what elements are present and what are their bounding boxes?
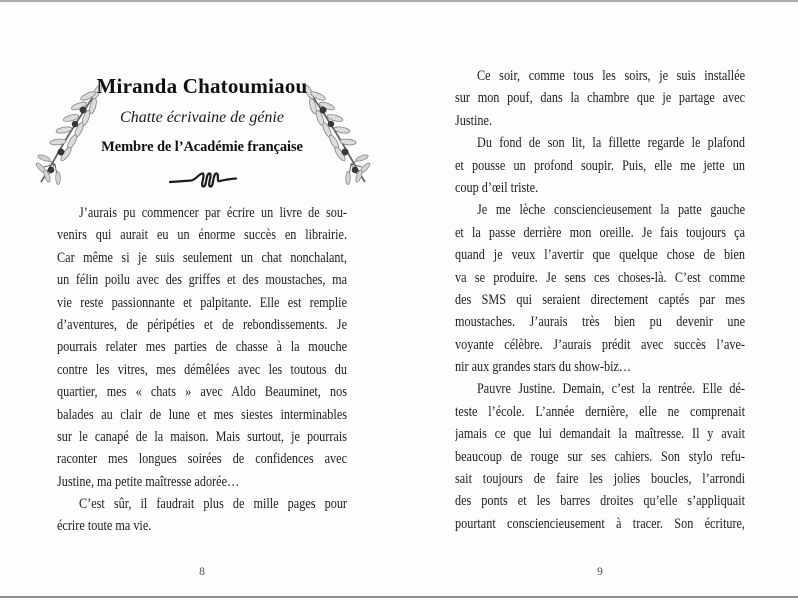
text-line: Justine, ma petite maîtresse adorée…	[57, 473, 240, 490]
text-line: sait toujours de faire les jolies boucles, l’arrondi	[455, 471, 745, 488]
text-line: jamais ce que lui demandait la maîtresse. Il y avait	[455, 426, 745, 443]
text-line: Du fond de son lit, la fillette regarde le plafond	[476, 135, 745, 152]
page-number-right: 9	[597, 566, 603, 578]
author-role: Chatte écrivaine de génie	[120, 109, 284, 126]
text-line: venirs qui aurait eu un énorme succès en librairie.	[57, 227, 347, 244]
text-line: nir aux grandes stars du show-biz…	[455, 359, 632, 376]
page-bottom-edge	[0, 596, 798, 598]
text-line: quand je veux l’avertir que quelque chose de bien	[455, 247, 745, 264]
text-line: contre les vitres, mes démêlées avec les toutous du	[57, 361, 347, 378]
text-line: des ponts et les barres droites qu’elle s’appliquait	[455, 493, 745, 510]
text-line: J’aurais pu commencer par écrire un livre de sou-	[78, 205, 347, 221]
right-page-text-block	[455, 65, 745, 535]
rope-squiggle-divider-icon	[168, 169, 238, 191]
text-line: écrire toute ma vie.	[57, 518, 152, 535]
text-line: voyante célèbre. J’aurais prédit avec succès l’ave-	[455, 336, 745, 353]
text-line: d’aventures, de péripéties et de rebondissements. Je	[57, 316, 347, 333]
author-name: Miranda Chatoumiaou	[96, 74, 308, 98]
text-line: des SMS qui seraient directement captés par mes	[455, 291, 745, 308]
text-line: moustaches. J’aurais très bien pu devenir une	[455, 314, 745, 331]
text-line: beaucoup de rouge sur ses cahiers. Son stylo refu-	[455, 448, 745, 465]
text-line: sur le canapé de la maison. Mais surtout, je pourrais	[57, 428, 347, 445]
text-line: va se produire. Je sens ces choses-là. C’est comme	[455, 269, 745, 286]
text-line: balades au clair de lune et mes siestes interminables	[57, 406, 347, 423]
author-membership: Membre de l’Académie française	[101, 139, 303, 155]
text-line: sur mon pouf, dans la chambre que je partage avec	[455, 90, 745, 107]
text-line: Je me lèche consciencieusement la patte gauche	[476, 202, 745, 219]
left-page-text-block	[57, 202, 347, 538]
text-line: raconter mes longues soirées de confidences avec	[57, 451, 347, 468]
text-line: C’est sûr, il faudrait plus de mille pages pour	[78, 496, 347, 513]
text-line: un félin poilu avec des griffes et des moustaches, ma	[57, 272, 347, 289]
text-line: pourrais relater mes parties de chasse à la mouche	[57, 339, 347, 356]
page-top-edge	[0, 0, 798, 2]
text-line: vie reste passionnante et palpitante. Elle est remplie	[57, 294, 347, 311]
text-line: et la passe derrière mon oreille. Je fais toujours ça	[455, 224, 745, 241]
text-line: et pousse un profond soupir. Puis, elle me jette un	[455, 157, 745, 174]
text-line: pourtant consciencieusement à tracer. Son écriture,	[455, 515, 745, 532]
text-line: quartier, mes « chats » avec Aldo Beauminet, nos	[57, 384, 347, 401]
page-number-left: 8	[199, 566, 205, 578]
text-line: Ce soir, comme tous les soirs, je suis installée	[476, 68, 745, 84]
text-line: Car même si je suis seulement un chat nonchalant,	[57, 249, 347, 266]
text-line: coup d’œil triste.	[455, 179, 539, 196]
text-line: teste l’école. L’année dernière, elle ne comprenait	[455, 403, 745, 420]
text-line: Pauvre Justine. Demain, c’est la rentrée. Elle dé-	[476, 381, 745, 398]
text-line: Justine.	[455, 112, 493, 129]
